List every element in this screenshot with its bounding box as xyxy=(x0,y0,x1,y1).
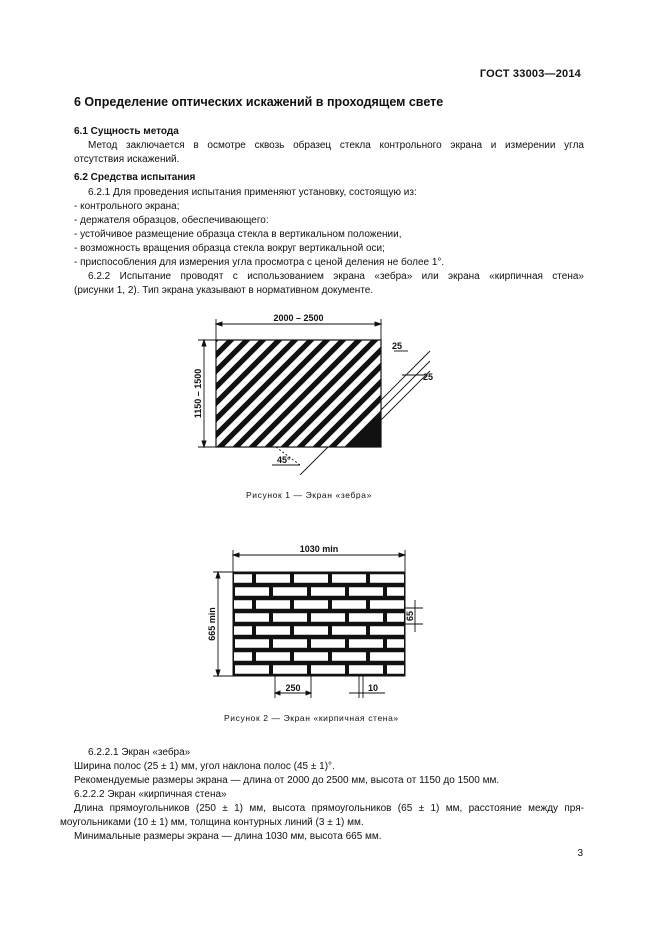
brick xyxy=(349,613,383,622)
figure-zebra-diagram xyxy=(180,305,440,475)
brick xyxy=(311,665,345,674)
brick xyxy=(349,665,383,674)
brick xyxy=(234,600,252,609)
brick-line-1: Длина прямоугольников (250 ± 1) мм, высота прямоугольников (65 ± 1) мм, расстояние между пря- xyxy=(74,803,584,814)
brick xyxy=(234,652,252,661)
stripe-width-label: 25 xyxy=(392,341,403,351)
brick xyxy=(273,613,307,622)
width-label: 2000 – 2500 xyxy=(273,313,324,323)
brick xyxy=(294,600,328,609)
zebra-subsection-title: 6.2.2.1 Экран «зебра» xyxy=(88,747,191,758)
brick xyxy=(294,574,328,583)
brick xyxy=(235,587,269,596)
brick xyxy=(332,652,366,661)
wall-width-label: 1030 min xyxy=(299,544,339,554)
brick xyxy=(311,587,345,596)
brick xyxy=(256,574,290,583)
brick xyxy=(234,574,252,583)
brick xyxy=(332,626,366,635)
brick xyxy=(332,574,366,583)
brick xyxy=(311,639,345,648)
brick xyxy=(370,626,404,635)
brick-gap-label: 10 xyxy=(368,683,379,693)
brick xyxy=(311,613,345,622)
list-item: - устойчивое размещение образца стекла в вертикальном положении, xyxy=(74,229,402,240)
section-title: 6 Определение оптических искажений в проходящем свете xyxy=(74,95,444,109)
paragraph-6-1-line-2: отсутствия искажений. xyxy=(74,154,180,165)
brick xyxy=(235,665,269,674)
subsection-6-2-title: 6.2 Средства испытания xyxy=(74,172,196,183)
brick-gap-dimension xyxy=(349,676,385,698)
paragraph-6-2-2-line-2: (рисунки 1, 2). Тип экрана указывают в нормативном документе. xyxy=(74,285,374,296)
wall-height-label: 665 min xyxy=(207,607,217,641)
brick xyxy=(273,639,307,648)
brick xyxy=(370,574,404,583)
brick xyxy=(387,613,404,622)
list-item: - возможность вращения образца стекла вокруг вертикальной оси; xyxy=(74,243,385,254)
paragraph-6-2-1: 6.2.1 Для проведения испытания применяют установку, состоящую из: xyxy=(88,187,417,198)
list-item: - держателя образцов, обеспечивающего: xyxy=(74,215,269,226)
brick xyxy=(294,626,328,635)
brick xyxy=(387,639,404,648)
brick xyxy=(235,613,269,622)
brick xyxy=(387,587,404,596)
figure-brick-diagram xyxy=(205,540,430,700)
figure-1-caption: Рисунок 1 — Экран «зебра» xyxy=(246,490,372,500)
brick xyxy=(256,652,290,661)
brick-subsection-title: 6.2.2.2 Экран «кирпичная стена» xyxy=(74,789,227,800)
brick xyxy=(294,652,328,661)
paragraph-6-2-2-line-1: 6.2.2 Испытание проводят с использованием экрана «зебра» или экрана «кирпичная стена» xyxy=(88,271,584,282)
brick-line-2: моугольниками (10 ± 1) мм, толщина контурных линий (3 ± 1) мм. xyxy=(60,817,364,828)
zebra-line-1: Ширина полос (25 ± 1) мм, угол наклона полос (45 ± 1)°. xyxy=(74,761,335,772)
subsection-6-1-title: 6.1 Сущность метода xyxy=(74,126,179,137)
brick xyxy=(256,626,290,635)
stripe-gap-label: 25 xyxy=(423,372,434,382)
brick xyxy=(235,639,269,648)
figure-2-caption: Рисунок 2 — Экран «кирпичная стена» xyxy=(224,713,399,723)
brick-height-label: 65 xyxy=(405,610,415,622)
stripe-width-dimension xyxy=(381,351,430,420)
brick xyxy=(332,600,366,609)
brick xyxy=(273,665,307,674)
brick xyxy=(234,626,252,635)
page-number: 3 xyxy=(577,848,583,859)
height-label: 1150 – 1500 xyxy=(193,368,203,419)
brick xyxy=(387,665,404,674)
list-item: - контрольного экрана; xyxy=(74,201,180,212)
brick-line-3: Минимальные размеры экрана — длина 1030 мм, высота 665 мм. xyxy=(74,831,382,842)
paragraph-6-1-line-1: Метод заключается в осмотре сквозь образец стекла контрольного экрана и измерении угла xyxy=(88,140,584,151)
brick xyxy=(349,639,383,648)
brick xyxy=(273,587,307,596)
angle-label: 45° xyxy=(277,455,291,465)
brick xyxy=(370,600,404,609)
brick xyxy=(349,587,383,596)
standard-number: ГОСТ 33003—2014 xyxy=(479,68,581,80)
brick xyxy=(256,600,290,609)
brick-length-label: 250 xyxy=(285,683,301,693)
list-item: - приспособления для измерения угла просмотра с ценой деления не более 1°. xyxy=(74,257,445,268)
zebra-line-2: Рекомендуемые размеры экрана — длина от 2000 до 2500 мм, высота от 1150 до 1500 мм. xyxy=(74,775,500,786)
brick xyxy=(370,652,404,661)
